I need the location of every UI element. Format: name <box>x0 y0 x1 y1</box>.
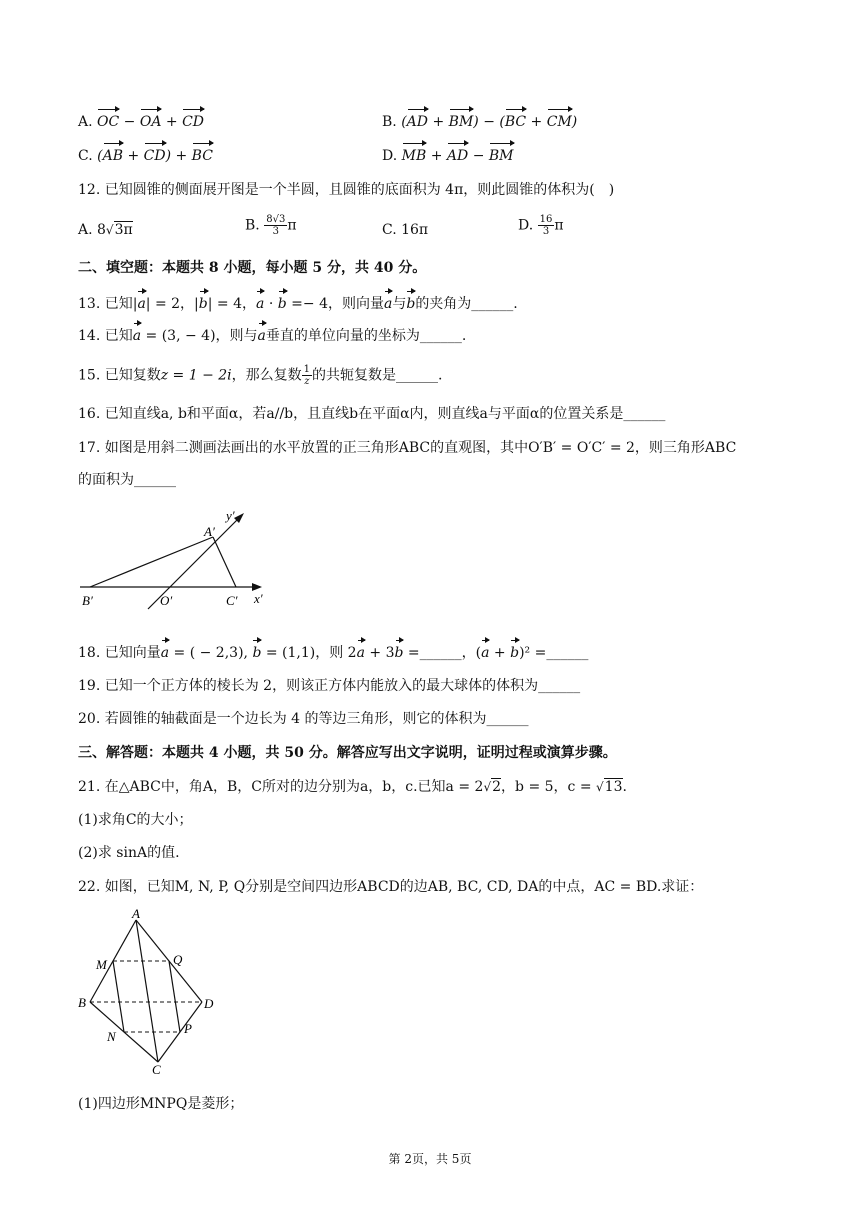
q13-p6: 与 <box>392 296 407 312</box>
q21-mid: ，b = 5，c = <box>501 779 597 795</box>
option-d-label: D. <box>382 148 398 164</box>
q22-sub1: (1)四边形MNPQ是菱形； <box>78 1096 244 1112</box>
q14-p3: 垂直的单位向量的坐标为______. <box>265 328 467 344</box>
section-3-heading: 三、解答题：本题共 4 小题，共 50 分。解答应写出文字说明，证明过程或演算步骤。 <box>78 745 617 761</box>
q14: 14. 已知a = (3, − 4)，则与a垂直的单位向量的坐标为______. <box>78 328 467 344</box>
edge-ac <box>136 920 158 1062</box>
q21-sqrt2: 2 <box>492 779 502 795</box>
option-b-label: B. <box>382 114 397 130</box>
label-c: C′ <box>226 593 238 608</box>
q21: 21. 在△ABC中，角A，B，C所对的边分别为a，b，c.已知a = 2√2，b = 5，c = √13. <box>78 779 627 795</box>
q12-b-den: 3 <box>272 226 279 237</box>
q13-p2: | = 2，| <box>145 296 199 312</box>
q12-d-label: D. <box>518 217 534 234</box>
q13-p5: =− 4，则向量 <box>286 296 384 312</box>
q12-d-frac <box>538 214 555 237</box>
label-q: Q <box>173 952 183 967</box>
q12-b-frac <box>264 214 287 237</box>
q12-option-c: C. 16π <box>382 222 429 238</box>
expr-c: (AB + CD) + BC <box>97 148 213 164</box>
q18-p7: )² =______ <box>519 645 589 661</box>
q12-d-num: 16 <box>539 214 553 225</box>
q18-p3: = (1,1)，则 2 <box>261 645 357 661</box>
q15-num: 1 <box>303 364 311 375</box>
q15 <box>78 364 442 387</box>
section-2-heading: 二、填空题：本题共 8 小题，每小题 5 分，共 40 分。 <box>78 260 427 276</box>
q18-p1: 18. 已知向量 <box>78 645 161 661</box>
q15-p3: ，那么复数 <box>231 367 302 384</box>
q16: 16. 已知直线a, b和平面α，若a//b，且直线b在平面α内，则直线a与平面α的位置关系是______ <box>78 406 666 422</box>
q12-b-label: B. <box>245 217 260 234</box>
q22-line1: 22. 如图，已知M, N, P, Q分别是空间四边形ABCD的边AB, BC, CD, DA的中点，AC = BD.求证： <box>78 879 704 895</box>
q15-den: z <box>304 376 310 387</box>
figure-17-oblique-triangle <box>76 505 276 610</box>
q11-option-b <box>382 112 577 132</box>
x-axis-arrow <box>252 583 262 591</box>
q17-line2: 的面积为______ <box>78 472 176 488</box>
q12-a-tail: 3π <box>114 222 133 238</box>
option-c-label: C. <box>78 148 93 164</box>
q21-end: . <box>622 779 627 795</box>
figure-22-space-quadrilateral <box>76 906 226 1076</box>
q13: 13. 已知|a| = 2，|b| = 4，a · b =− 4，则向量a与b的夹角为______. <box>78 296 518 312</box>
q13-p1: 13. 已知| <box>78 296 138 312</box>
q14-p1: 14. 已知 <box>78 328 133 344</box>
q13-p3: | = 4， <box>207 296 257 312</box>
q14-p2: = (3, − 4)，则与 <box>141 328 258 344</box>
q15-p4: 的共轭复数是______. <box>312 367 443 384</box>
expr-b: (AD + BM) − (BC + CM) <box>401 114 578 130</box>
q18-p5: =______，( <box>403 645 482 661</box>
label-m: M <box>96 957 107 972</box>
q13-p7: 的夹角为______. <box>415 296 518 312</box>
label-b: B <box>78 995 86 1010</box>
side-ac <box>213 537 236 587</box>
q21-sub2: (2)求 sinA的值. <box>78 845 180 861</box>
q17-line1: 17. 如图是用斜二测画法画出的水平放置的正三角形ABC的直观图，其中O′B′ = O′C′ = 2，则三角形ABC <box>78 440 737 456</box>
q13-p4: · <box>264 296 278 312</box>
q15-p1: 15. 已知复数 <box>78 367 161 384</box>
label-n: N <box>107 1029 116 1044</box>
q12-a-text: A. 8 <box>78 222 106 238</box>
q18: 18. 已知向量a = ( − 2,3), b = (1,1)，则 2a + 3b =______，(a + b)² =______ <box>78 645 589 661</box>
label-d: D <box>204 996 214 1011</box>
page-footer: 第 2页，共 5页 <box>388 1152 472 1166</box>
label-o: O′ <box>160 593 173 608</box>
expr-a: OC − OA + CD <box>97 114 205 130</box>
q12-d-tail: π <box>554 217 564 234</box>
label-p: P <box>184 1021 192 1036</box>
label-b: B′ <box>82 593 93 608</box>
q12-text: 12. 已知圆锥的侧面展开图是一个半圆，且圆锥的底面积为 4π，则此圆锥的体积为( ) <box>78 182 615 198</box>
q12-b-num: 8√3 <box>266 214 286 225</box>
label-x: x′ <box>254 591 263 606</box>
q12-option-d <box>518 214 564 237</box>
q12-b-tail: π <box>287 217 297 234</box>
q18-p2: = ( − 2,3), <box>169 645 253 661</box>
q19: 19. 已知一个正方体的棱长为 2，则该正方体内能放入的最大球体的体积为______ <box>78 678 581 694</box>
expr-d: MB + AD − BM <box>401 148 514 164</box>
label-a: A′ <box>204 524 215 539</box>
segment-qp <box>169 961 180 1032</box>
q15-z: z = 1 − 2i <box>160 367 232 384</box>
q12-option-a: A. 8√3π <box>78 222 133 238</box>
q12-option-b <box>245 214 297 237</box>
q11-option-d <box>382 146 514 166</box>
q11-option-c <box>78 146 213 166</box>
q15-frac <box>302 364 312 387</box>
q21-sqrt13: 13 <box>604 779 623 795</box>
option-a-label: A. <box>78 114 93 130</box>
q11-option-a <box>78 112 204 132</box>
label-y: y′ <box>226 508 235 523</box>
label-a: A <box>132 906 140 921</box>
q21-sub1: (1)求角C的大小； <box>78 812 193 828</box>
q18-p6: + <box>489 645 511 661</box>
q21-line1: 21. 在△ABC中，角A，B，C所对的边分别为a，b，c.已知a = 2 <box>78 779 484 795</box>
label-c: C <box>152 1062 161 1076</box>
q18-p4: + 3 <box>364 645 395 661</box>
q20: 20. 若圆锥的轴截面是一个边长为 4 的等边三角形，则它的体积为______ <box>78 711 529 727</box>
q12-d-den: 3 <box>542 226 550 237</box>
segment-mn <box>113 961 124 1032</box>
